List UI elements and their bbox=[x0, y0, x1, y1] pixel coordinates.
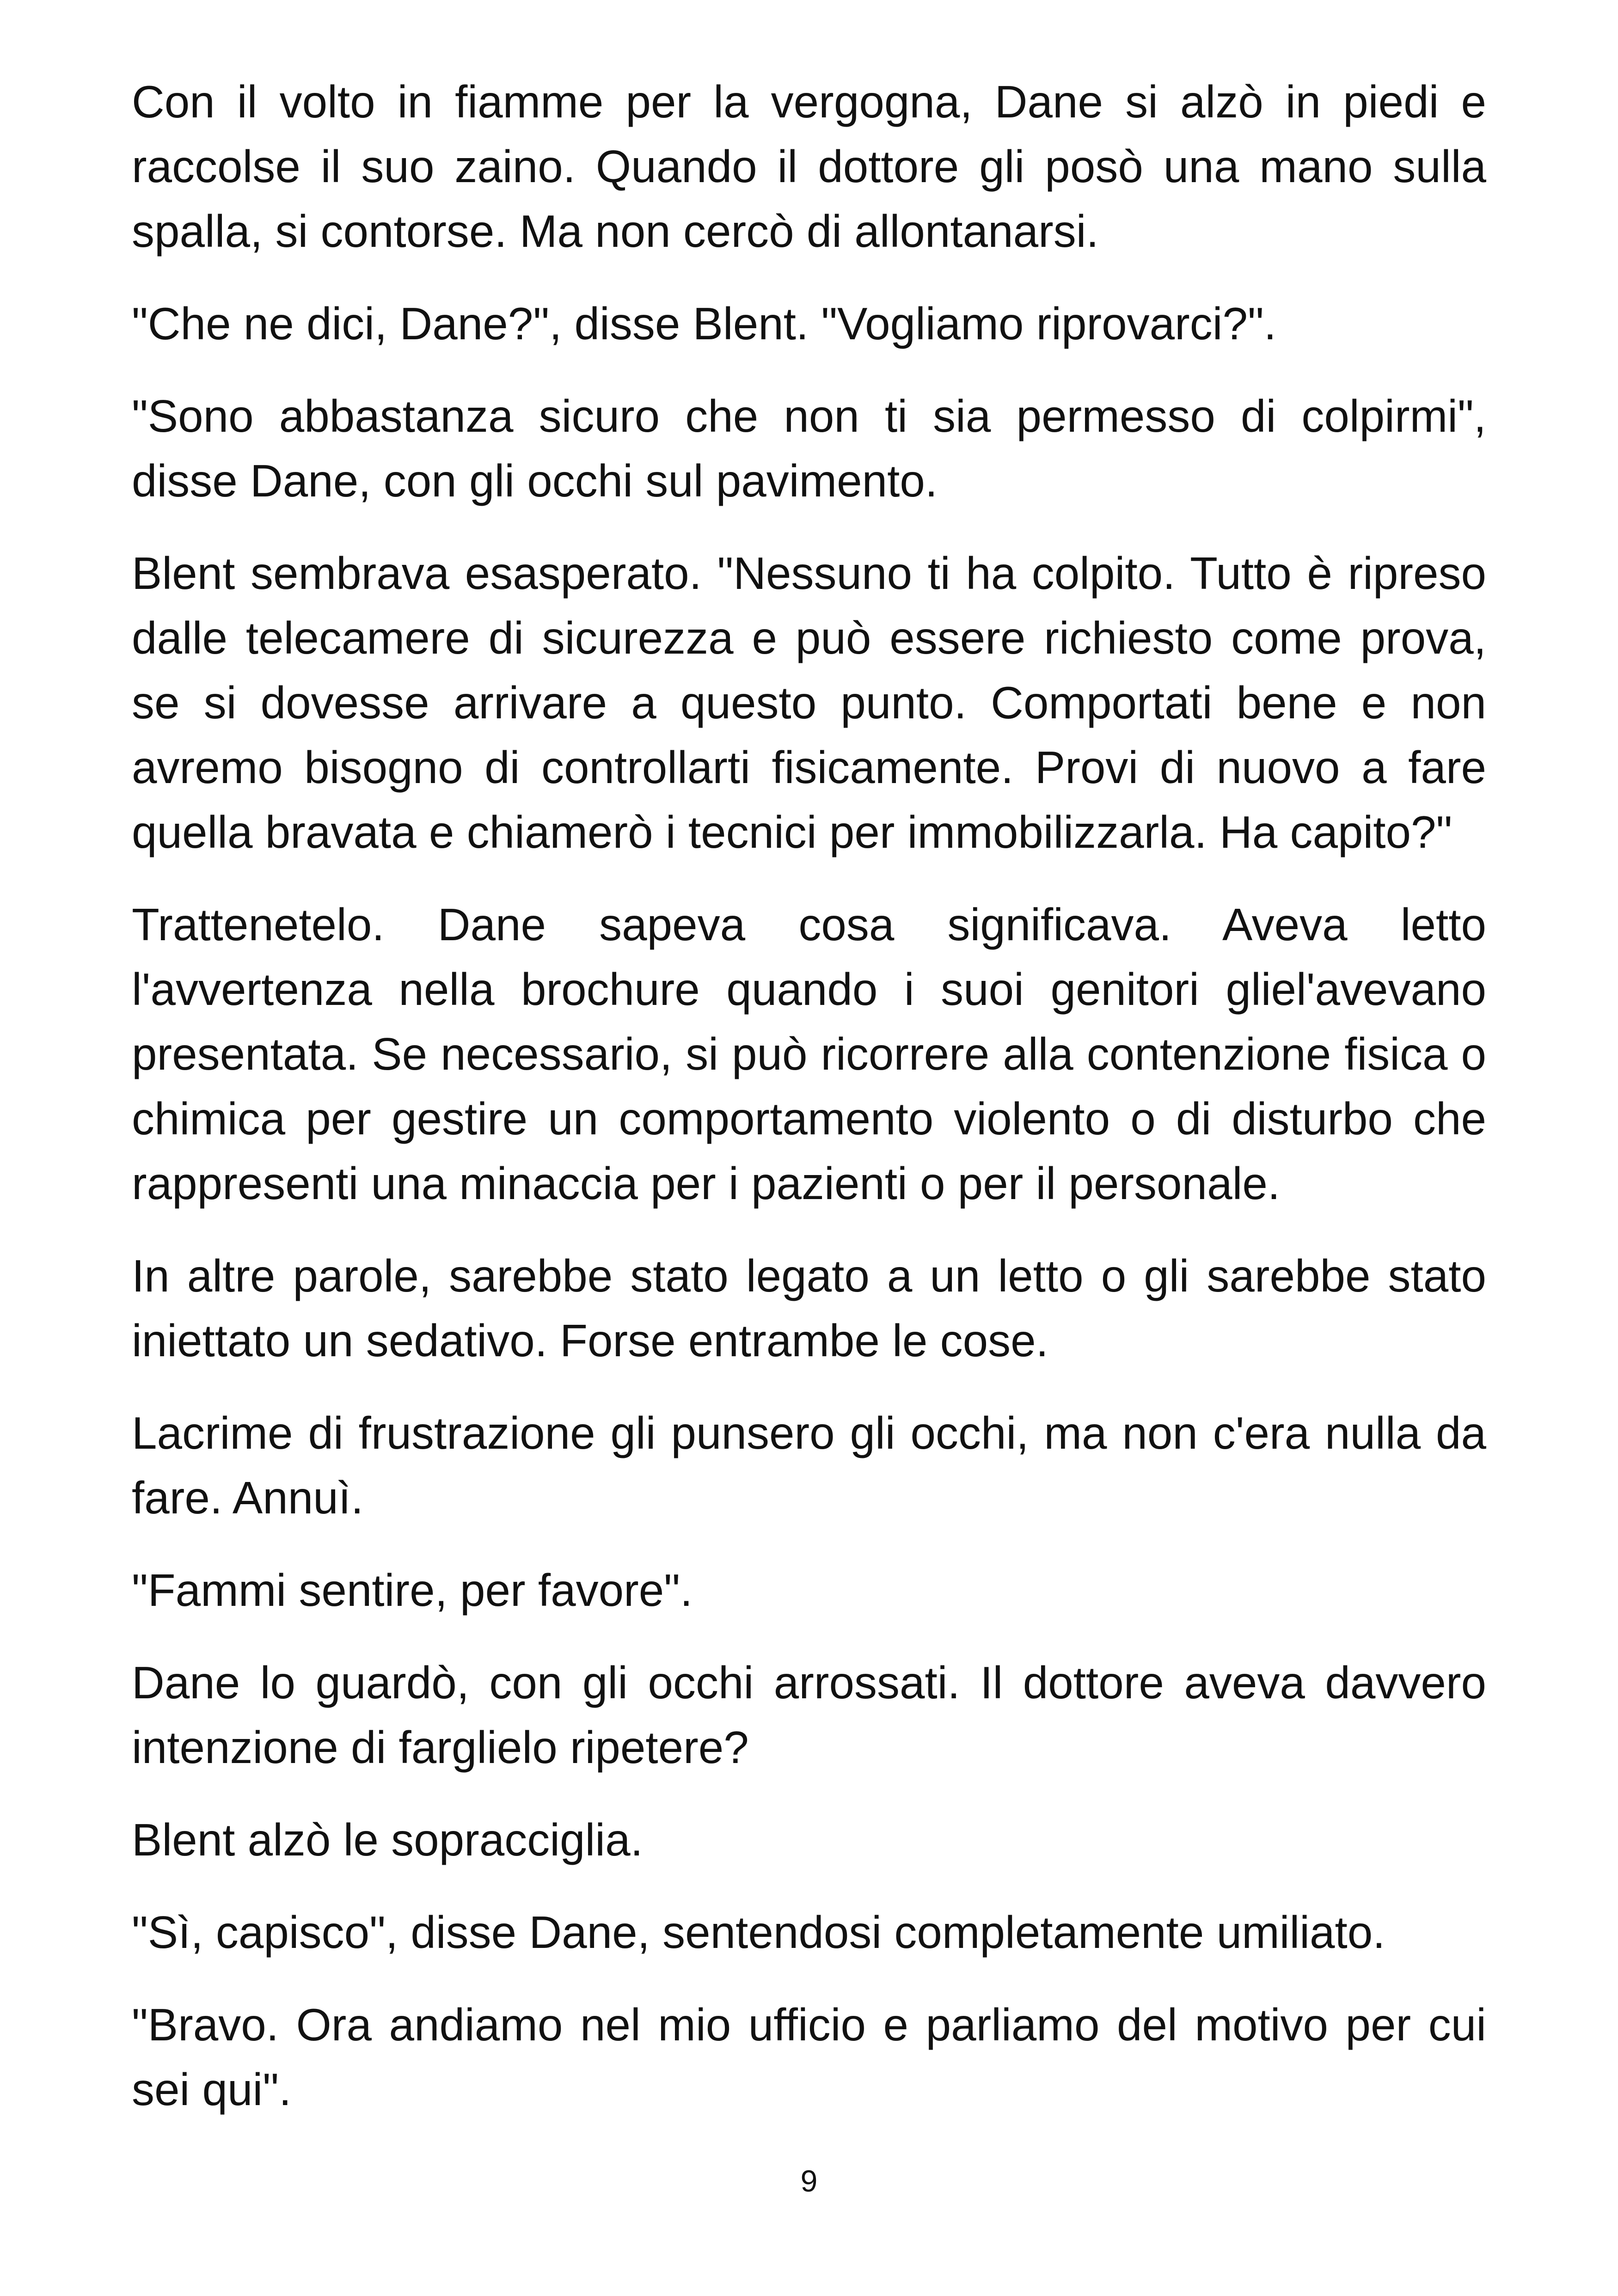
paragraph: Blent sembrava esasperato. "Nessuno ti ha colpito. Tutto è ripreso dalle telecamere di sicurezza e può essere richiesto come prova, se si dovesse arrivare a questo punto. Comportati bene e non avremo bisogno di controllarti fisicamente. Provi di nuovo a fare quella bravata e chiamerò i tecnici per immobilizzarla. Ha capito?" bbox=[132, 548, 1486, 857]
paragraph: "Bravo. Ora andiamo nel mio ufficio e parliamo del motivo per cui sei qui". bbox=[132, 1999, 1486, 2115]
page-body bbox=[132, 69, 1486, 2196]
paragraph: Trattenetelo. Dane sapeva cosa significava. Aveva letto l'avvertenza nella brochure quando i suoi genitori gliel'avevano presentata. Se necessario, si può ricorrere alla contenzione fisica o chimica per gestire un comportamento violento o di disturbo che rappresenti una minaccia per i pazienti o per il personale. bbox=[132, 899, 1486, 1209]
paragraph: In altre parole, sarebbe stato legato a un letto o gli sarebbe stato iniettato un sedativo. Forse entrambe le cose. bbox=[132, 1250, 1486, 1366]
paragraph: "Sono abbastanza sicuro che non ti sia permesso di colpirmi", disse Dane, con gli occhi sul pavimento. bbox=[132, 391, 1486, 506]
paragraph: "Che ne dici, Dane?", disse Blent. "Vogliamo riprovarci?". bbox=[132, 298, 1277, 349]
paragraph: Con il volto in fiamme per la vergogna, Dane si alzò in piedi e raccolse il suo zaino. Quando il dottore gli posò una mano sulla spalla, si contorse. Ma non cercò di allontanarsi. bbox=[132, 76, 1486, 257]
page-number: 9 bbox=[800, 2164, 818, 2198]
paragraph: Dane lo guardò, con gli occhi arrossati. Il dottore aveva davvero intenzione di farglielo ripetere? bbox=[132, 1657, 1486, 1773]
paragraph: "Sì, capisco", disse Dane, sentendosi completamente umiliato. bbox=[132, 1907, 1385, 1958]
paragraph: Lacrime di frustrazione gli punsero gli occhi, ma non c'era nulla da fare. Annuì. bbox=[132, 1408, 1486, 1523]
paragraph: Blent alzò le sopracciglia. bbox=[132, 1814, 643, 1865]
paragraph: "Fammi sentire, per favore". bbox=[132, 1565, 693, 1616]
